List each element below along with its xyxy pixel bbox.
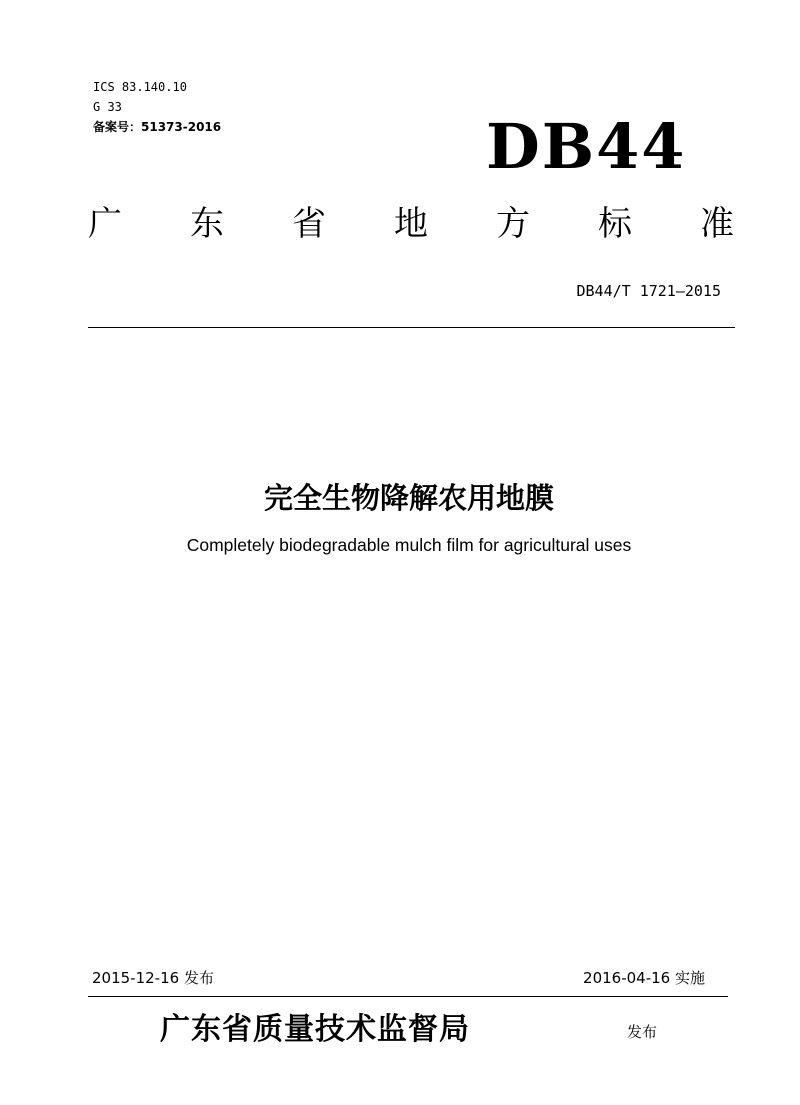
classification-code: G 33: [93, 100, 122, 114]
standard-type-char: 地: [394, 204, 428, 244]
issue-date: 2015-12-16 发布: [92, 969, 214, 987]
standard-type-char: 省: [292, 204, 326, 244]
standard-type-char: 方: [496, 204, 530, 244]
standard-number: DB44/T 1721—2015: [576, 282, 721, 300]
registration-number: 备案号：51373-2016: [93, 120, 222, 134]
standard-type-heading: [88, 200, 734, 248]
header-divider: [88, 327, 735, 328]
document-title-chinese: 完全生物降解农用地膜: [263, 481, 554, 515]
footer-divider: [88, 996, 728, 997]
standard-type-char: 广: [88, 204, 122, 244]
standard-type-char: 标: [598, 204, 632, 244]
standard-type-char: 东: [190, 204, 224, 244]
standard-type-char: 准: [700, 204, 734, 244]
publisher-name: 广东省质量技术监督局: [160, 1012, 470, 1047]
document-title-english: Completely biodegradable mulch film for agricultural uses: [186, 535, 632, 555]
standard-code-logo: DB44: [486, 110, 687, 183]
implementation-date: 2016-04-16 实施: [583, 969, 705, 987]
ics-code: ICS 83.140.10: [93, 80, 187, 94]
publish-label: 发布: [627, 1023, 658, 1041]
